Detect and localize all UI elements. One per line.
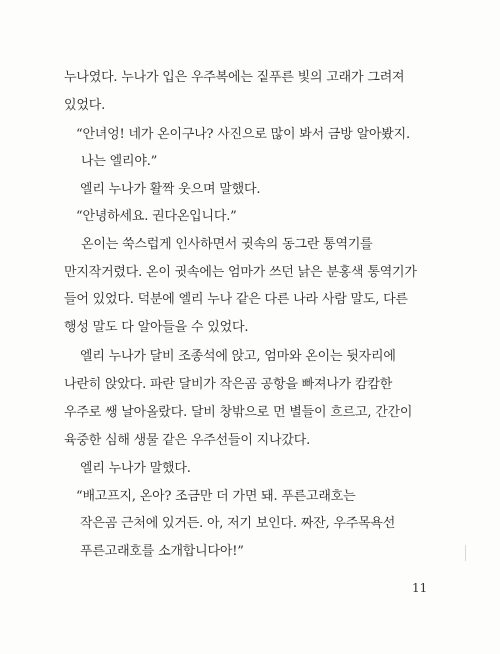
text-line: 온이는 쑥스럽게 인사하면서 귓속의 동그란 통역기를 (81, 237, 373, 252)
text-line: 육중한 심해 생물 같은 우주선들이 지나갔다. (64, 433, 311, 448)
text-line: 만지작거렸다. 온이 귓속에는 엄마가 쓰던 낡은 분홍색 통역기가 (64, 265, 417, 280)
text-line: 들어 있었다. 덕분에 엘리 누나 같은 다른 나라 사람 말도, 다른 (64, 292, 408, 307)
text-line: 나는 엘리야.” (81, 154, 158, 169)
text-line: 행성 말도 다 알아들을 수 있었다. (64, 320, 249, 335)
text-line: “배고프지, 온아? 조금만 더 가면 돼. 푸른고래호는 (76, 489, 356, 504)
text-line: 작은곰 근처에 있거든. 아, 저기 보인다. 짜잔, 우주목욕선 (80, 516, 396, 531)
text-line: 누나였다. 누나가 입은 우주복에는 짙푸른 빛의 고래가 그려져 (64, 70, 405, 85)
text-line: 엘리 누나가 말했다. (80, 461, 191, 476)
text-line: 우주로 쌩 날아올랐다. 달비 창밖으로 먼 별들이 흐르고, 간간이 (64, 405, 413, 420)
text-line: “안녀엉! 네가 온이구나? 사진으로 많이 봐서 금방 알아봤지. (76, 127, 410, 142)
page-edge-mark (465, 545, 466, 561)
text-line: 나란히 앉았다. 파란 달비가 작은곰 공항을 빠져나가 캄캄한 (64, 377, 393, 392)
page-number: 11 (412, 581, 428, 595)
text-line: 엘리 누나가 활짝 웃으며 말했다. (80, 182, 261, 197)
text-line: “안녕하세요. 권다온입니다.” (76, 209, 237, 224)
text-line: 있었다. (64, 98, 106, 113)
text-line: 푸른고래호를 소개합니다아!” (80, 544, 244, 559)
text-line: 엘리 누나가 달비 조종석에 앉고, 엄마와 온이는 뒷자리에 (80, 349, 396, 364)
